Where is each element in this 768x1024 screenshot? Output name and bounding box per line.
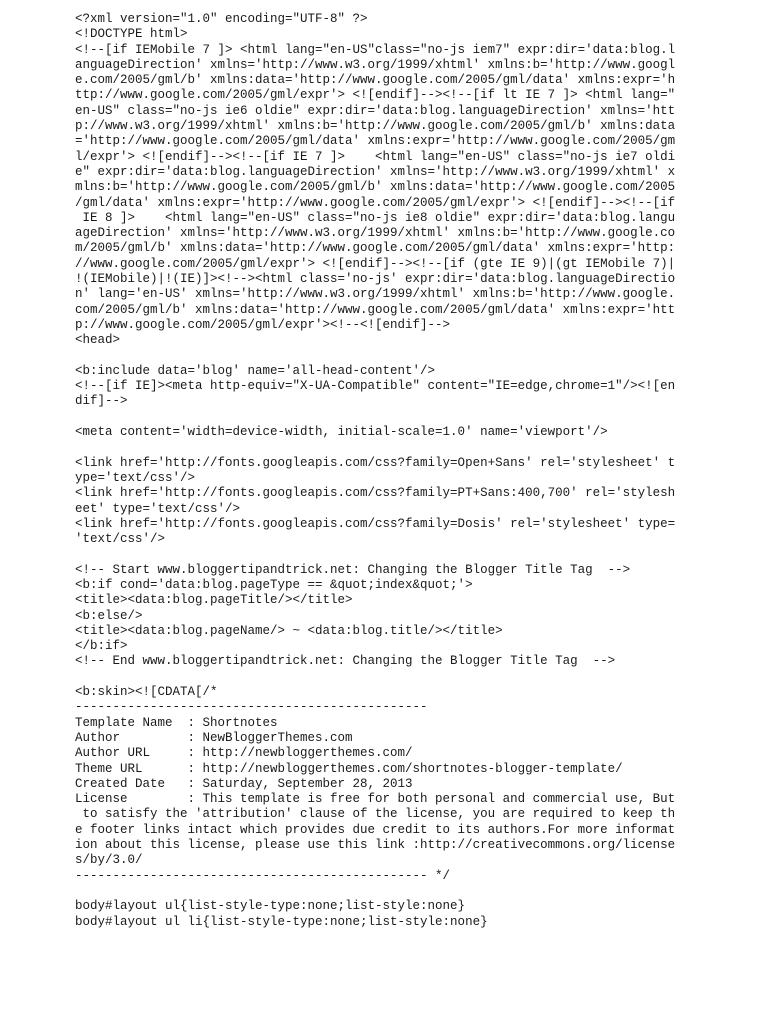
code-line: l/expr'> <![endif]--><!--[if IE 7 ]> <html lang="en-US" class="no-js ie7 oldi [75, 149, 675, 164]
code-line: Created Date : Saturday, September 28, 2013 [75, 776, 413, 791]
source-code-view [75, 12, 675, 930]
code-line [75, 884, 675, 899]
code-line: <b:skin><![CDATA[/* [75, 685, 218, 700]
code-line: Theme URL : http://newbloggerthemes.com/shortnotes-blogger-template/ [75, 761, 623, 776]
code-line: <!--[if IE]><meta http-equiv="X-UA-Compatible" content="IE=edge,chrome=1"/><![en [75, 379, 675, 394]
code-line: Template Name : Shortnotes [75, 715, 278, 730]
code-line [75, 349, 675, 364]
code-line: e.com/2005/gml/b' xmlns:data='http://www.google.com/2005/gml/data' xmlns:expr='h [75, 73, 675, 88]
code-line: e" expr:dir='data:blog.languageDirection' xmlns='http://www.w3.org/1999/xhtml' x [75, 164, 675, 179]
code-line: body#layout ul li{list-style-type:none;list-style:none} [75, 914, 488, 929]
code-line: ----------------------------------------------- [75, 700, 428, 715]
code-line: !(IEMobile)|!(IE)]><!--><html class='no-js' expr:dir='data:blog.languageDirectio [75, 272, 675, 287]
code-line [75, 440, 675, 455]
code-line: n' lang='en-US' xmlns='http://www.w3.org/1999/xhtml' xmlns:b='http://www.google. [75, 287, 675, 302]
code-line: <link href='http://fonts.googleapis.com/css?family=PT+Sans:400,700' rel='stylesh [75, 486, 675, 501]
code-line: <link href='http://fonts.googleapis.com/css?family=Open+Sans' rel='stylesheet' t [75, 455, 675, 470]
code-line: mlns:b='http://www.google.com/2005/gml/b' xmlns:data='http://www.google.com/2005 [75, 180, 675, 195]
code-line: m/2005/gml/b' xmlns:data='http://www.google.com/2005/gml/data' xmlns:expr='http: [75, 241, 675, 256]
code-line: eet' type='text/css'/> [75, 501, 241, 516]
code-line: /gml/data' xmlns:expr='http://www.google.com/2005/gml/expr'> <![endif]--><!--[if [75, 195, 675, 210]
code-line: com/2005/gml/b' xmlns:data='http://www.google.com/2005/gml/data' xmlns:expr='htt [75, 302, 675, 317]
code-line: <!-- Start www.bloggertipandtrick.net: Changing the Blogger Title Tag --> [75, 562, 631, 577]
code-line: ='http://www.google.com/2005/gml/data' xmlns:expr='http://www.google.com/2005/gm [75, 134, 675, 149]
code-line: <b:include data='blog' name='all-head-content'/> [75, 363, 436, 378]
code-line: <!-- End www.bloggertipandtrick.net: Changing the Blogger Title Tag --> [75, 654, 616, 669]
code-line: <!DOCTYPE html> [75, 27, 188, 42]
code-line: <link href='http://fonts.googleapis.com/css?family=Dosis' rel='stylesheet' type= [75, 516, 675, 531]
code-line: <?xml version="1.0" encoding="UTF-8" ?> [75, 12, 368, 26]
code-line: <title><data:blog.pageName/> ~ <data:blog.title/></title> [75, 623, 503, 638]
code-line [75, 670, 675, 685]
code-line: <title><data:blog.pageTitle/></title> [75, 593, 353, 608]
code-line: IE 8 ]> <html lang="en-US" class="no-js ie8 oldie" expr:dir='data:blog.langu [75, 210, 675, 225]
code-line: License : This template is free for both personal and commercial use, But [75, 792, 675, 807]
code-line: ----------------------------------------------- */ [75, 868, 451, 883]
code-line: ttp://www.google.com/2005/gml/expr'> <![endif]--><!--[if lt IE 7 ]> <html lang=" [75, 88, 675, 103]
code-line: Author : NewBloggerThemes.com [75, 730, 353, 745]
code-line: to satisfy the 'attribution' clause of the license, you are required to keep th [75, 807, 675, 822]
code-line: <head> [75, 333, 121, 348]
code-line: <b:else/> [75, 608, 143, 623]
code-line: s/by/3.0/ [75, 853, 143, 868]
code-line: <b:if cond='data:blog.pageType == &quot;index&quot;'> [75, 577, 473, 592]
code-line: ageDirection' xmlns='http://www.w3.org/1999/xhtml' xmlns:b='http://www.google.co [75, 226, 675, 241]
code-line: e footer links intact which provides due credit to its authors.For more informat [75, 822, 675, 837]
code-line: //www.google.com/2005/gml/expr'> <![endif]--><!--[if (gte IE 9)|(gt IEMobile 7)| [75, 256, 675, 271]
code-line: anguageDirection' xmlns='http://www.w3.org/1999/xhtml' xmlns:b='http://www.googl [75, 57, 675, 72]
code-line: ype='text/css'/> [75, 470, 196, 485]
code-line: p://www.w3.org/1999/xhtml' xmlns:b='http://www.google.com/2005/gml/b' xmlns:data [75, 119, 675, 134]
code-line: ion about this license, please use this link :http://creativecommons.org/license [75, 838, 675, 853]
code-line: <!--[if IEMobile 7 ]> <html lang="en-US"class="no-js iem7" expr:dir='data:blog.l [75, 42, 675, 57]
code-line: <meta content='width=device-width, initial-scale=1.0' name='viewport'/> [75, 425, 608, 440]
code-line [75, 547, 675, 562]
code-line: body#layout ul{list-style-type:none;list-style:none} [75, 899, 466, 914]
code-line: </b:if> [75, 639, 128, 654]
code-line: 'text/css'/> [75, 532, 166, 547]
code-line: Author URL : http://newbloggerthemes.com/ [75, 746, 413, 761]
code-line: dif]--> [75, 394, 128, 409]
code-line: en-US" class="no-js ie6 oldie" expr:dir='data:blog.languageDirection' xmlns='htt [75, 103, 675, 118]
code-line: p://www.google.com/2005/gml/expr'><!--<![endif]--> [75, 317, 451, 332]
code-line [75, 410, 675, 425]
